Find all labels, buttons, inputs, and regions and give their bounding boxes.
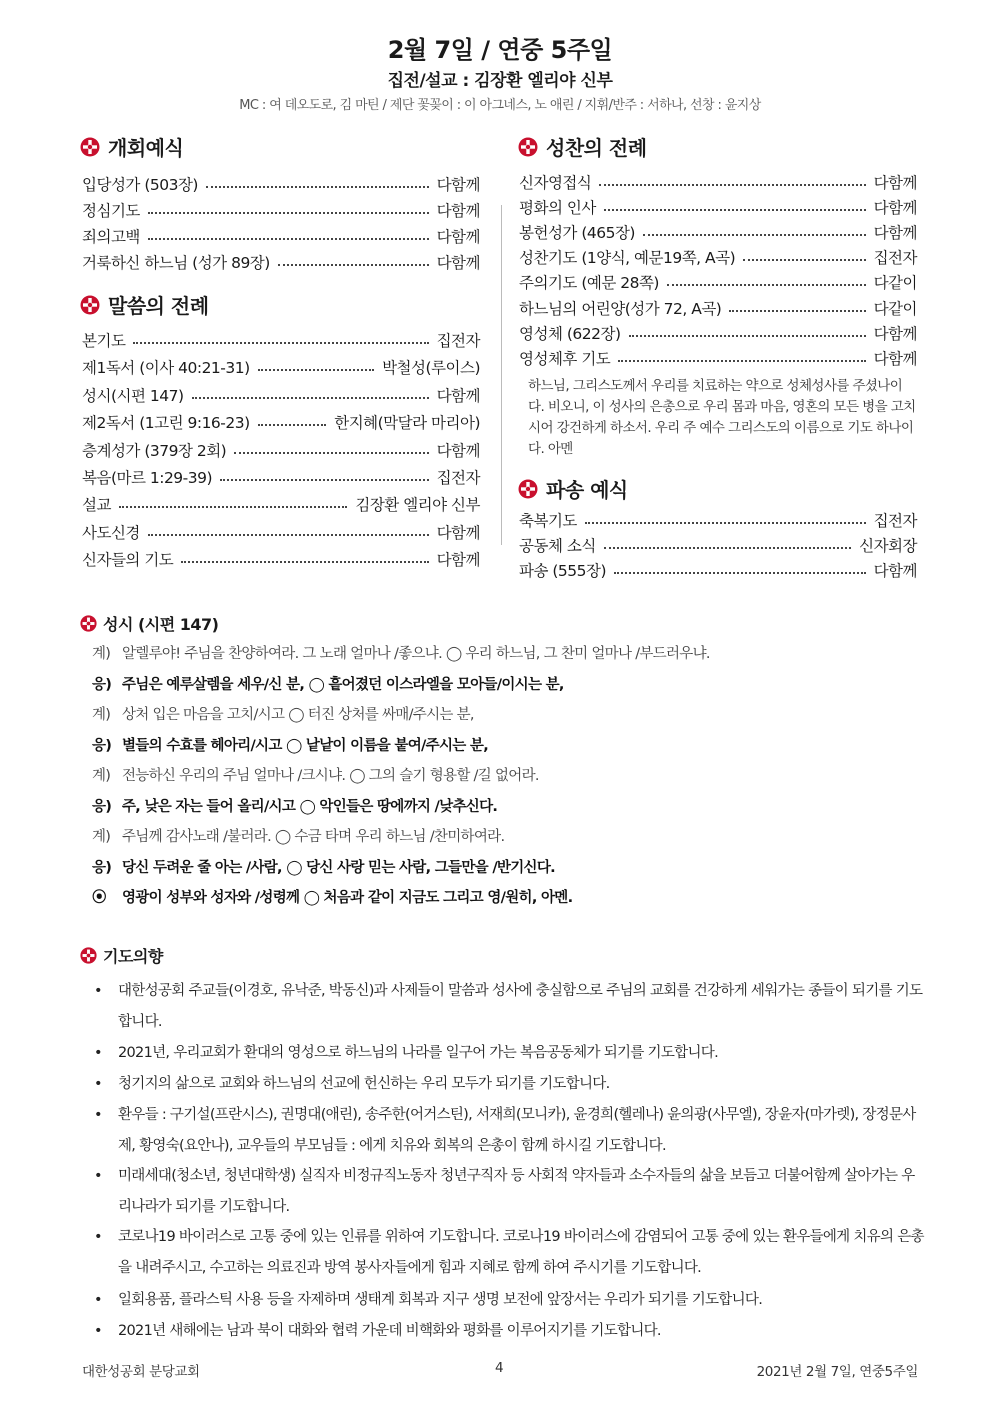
liturgy-row [82,327,480,353]
section-heading-eucharist: 성찬의 전례 [518,132,647,161]
dot-leader [643,234,866,236]
liturgy-item-role: 다함께 [436,386,480,405]
dot-leader [278,264,429,266]
psalm-speaker: 계) [92,768,111,784]
section-heading-word: 말씀의 전례 [80,290,209,319]
intention-item [94,1161,924,1223]
psalm-speaker: ⦿ [92,890,106,906]
psalm-speaker: 응) [92,798,112,815]
bullet-icon: • [94,1107,102,1123]
liturgy-row [519,507,917,533]
psalm-line [92,795,497,816]
footer-church: 대한성공회 분당교회 [82,1364,200,1380]
liturgy-item-label: 성찬기도 (1양식, 예문19쪽, A곡) [519,249,736,268]
page-title: 2월 7일 / 연중 5주일 [387,36,613,64]
dot-leader [604,547,851,549]
liturgy-item-label: 정심기도 [82,202,140,220]
dot-leader [258,424,327,426]
intention-text: 코로나19 바이러스로 고통 중에 있는 인류를 위하여 기도합니다. 코로나19 바이러스에 감염되어 고통 중에 있는 환우들에게 치유의 은총을 내려주시고, 수고하는 의료진과 방역 봉사자들에게 힘과 지혜로 함께 하여 주시기를 기도합니다. [118,1229,924,1276]
liturgy-row [519,320,917,346]
liturgy-item-label: 공동체 소식 [519,537,596,555]
liturgy-item-label: 입당성가 (503장) [82,176,198,194]
liturgy-item-role: 다같이 [873,274,917,293]
liturgy-item-role: 다함께 [436,523,480,542]
dot-leader [729,310,865,312]
column-divider [501,205,502,545]
dot-leader [234,452,428,454]
liturgy-item-role: 김장환 엘리야 신부 [355,496,480,515]
celebrant-line: 집전/설교 : 김장환 엘리야 신부 [387,71,613,91]
intention-item [94,1222,924,1284]
liturgy-item-role: 다함께 [436,228,480,246]
liturgy-item-label: 영성체 (622장) [519,324,621,343]
psalm-speaker: 응) [92,737,112,754]
cross-icon [80,137,100,157]
liturgy-item-role: 다함께 [436,176,480,194]
psalm-speaker: 계) [92,646,111,662]
cross-icon [80,615,97,632]
dot-leader [585,522,866,524]
intention-item [94,1038,924,1069]
liturgy-row [82,409,480,435]
intention-item [94,1285,924,1316]
psalm-line [92,673,564,694]
psalm-line [92,886,572,907]
dot-leader [148,534,429,536]
psalm-speaker: 계) [92,829,111,845]
cross-icon [80,947,97,964]
cross-icon [80,295,100,315]
cross-icon [518,137,538,157]
psalm-verse: 별들의 수효를 헤아리/시고 ◯ 낱낱이 이름을 붙여/주시는 분, [122,737,489,754]
liturgy-item-role: 다함께 [873,174,917,192]
liturgy-row [519,169,917,195]
psalm-verse: 주, 낮은 자는 들어 올리/시고 ◯ 악인들은 땅에까지 /낮추신다. [122,798,498,815]
dot-leader [119,506,347,508]
dot-leader [618,360,865,362]
liturgy-item-label: 거룩하신 하느님 (성가 89장) [82,254,270,272]
liturgy-item-role: 집전자 [873,512,917,530]
bullet-icon: • [94,1229,102,1245]
liturgy-row [82,437,480,463]
credits-line: MC : 여 데오도로, 김 마틴 / 제단 꽃꽂이 : 이 아그네스, 노 애린 / 지휘/반주 : 서하나, 선창 : 윤지상 [239,98,761,113]
liturgy-item-role: 다함께 [873,224,917,243]
psalm-line [92,703,474,724]
page-number: 4 [495,1360,504,1376]
intentions-heading: 기도의향 [80,944,163,967]
liturgy-item-label: 층계성가 (379장 2회) [82,441,227,460]
liturgy-item-label: 하느님의 어린양(성가 72, A곡) [519,299,722,318]
liturgy-row [519,194,917,220]
dot-leader [743,259,865,261]
dot-leader [604,209,866,211]
intention-text: 2021년, 우리교회가 환대의 영성으로 하느님의 나라를 일구어 가는 복음공동체가 되기를 기도합니다. [118,1045,718,1061]
dot-leader [148,238,429,240]
bullet-icon: • [94,1292,102,1308]
dot-leader [181,561,428,563]
dot-leader [629,335,866,337]
liturgy-item-label: 제2독서 (1고린 9:16-23) [82,414,250,433]
dot-leader [614,572,866,574]
dot-leader [220,479,429,481]
liturgy-item-role: 다함께 [873,562,917,580]
liturgy-row [519,244,917,270]
dot-leader [258,369,374,371]
bullet-icon: • [94,983,102,999]
liturgy-item-role: 집전자 [436,332,480,350]
liturgy-row [519,269,917,295]
psalm-verse: 상처 입은 마음을 고치/시고 ◯ 터진 상처를 싸매/주시는 분, [122,707,474,723]
liturgy-row [82,171,480,197]
psalm-verse: 주님께 감사노래 /불러라. ◯ 수금 타며 우리 하느님 /찬미하여라. [122,829,505,845]
liturgy-item-label: 성시(시편 147) [82,386,184,405]
liturgy-item-label: 본기도 [82,332,126,350]
bullet-icon: • [94,1076,102,1092]
dot-leader [667,284,866,286]
intention-text: 청기지의 삶으로 교회와 하느님의 선교에 헌신하는 우리 모두가 되기를 기도합니다. [118,1076,610,1092]
psalm-verse: 영광이 성부와 성자와 /성령께 ◯ 처음과 같이 지금도 그리고 영/원히, 아멘. [122,890,573,906]
dot-leader [148,212,429,214]
liturgy-item-label: 신자들의 기도 [82,551,174,570]
psalm-heading: 성시 (시편 147) [80,612,219,635]
section-heading-dismissal: 파송 예식 [518,474,628,503]
liturgy-item-role: 집전자 [436,469,480,487]
psalm-verse: 알렐루야! 주님을 찬양하여라. 그 노래 얼마나 /좋으냐. ◯ 우리 하느님, 그 찬미 얼마나 /부드러우냐. [122,646,710,662]
intention-text: 일회용품, 플라스틱 사용 등을 자제하며 생태계 회복과 지구 생명 보전에 앞장서는 우리가 되기를 기도합니다. [118,1292,763,1308]
psalm-verse: 당신 두려운 줄 아는 /사람, ◯ 당신 사랑 믿는 사람, 그들만을 /반기신다. [122,859,555,876]
liturgy-item-label: 주의기도 (예문 28쪽) [519,274,659,293]
liturgy-item-role: 다함께 [873,349,917,368]
liturgy-item-role: 다함께 [436,441,480,460]
psalm-line [92,764,539,785]
liturgy-item-label: 평화의 인사 [519,199,596,218]
liturgy-item-label: 파송 (555장) [519,562,607,580]
bullet-icon: • [94,1168,102,1184]
liturgy-row [82,519,480,545]
liturgy-row [82,249,480,275]
liturgy-item-role: 다함께 [873,199,917,218]
liturgy-row [82,464,480,490]
cross-icon [518,479,538,499]
intention-item [94,1100,924,1162]
liturgy-row [82,223,480,249]
post-communion-prayer: 하느님, 그리스도께서 우리를 치료하는 약으로 성체성사를 주셨나이다. 비오니, 이 성사의 은총으로 우리 몸과 마음, 영혼의 모든 병을 고치시어 강건하게 하소서. 우리 주 예수 그리스도의 이름으로 기도 하나이다. 아멘 [528,378,916,457]
liturgy-item-label: 죄의고백 [82,228,140,246]
footer-date: 2021년 2월 7일, 연중5주일 [756,1364,918,1380]
intention-text: 환우들 : 구기설(프란시스), 권명대(애린), 송주한(어거스틴), 서재희(모니카), 윤경희(헬레나) 윤의광(사무엘), 장윤자(마가렛), 장정문사제, 황영숙(요안나), 교우들의 부모님들 : 에게 치유와 회복의 은총이 함께 하시길 기도합니다. [118,1107,916,1154]
dot-leader [133,342,428,344]
section-heading-opening: 개회예식 [80,132,183,161]
liturgy-item-role: 다함께 [436,254,480,272]
liturgy-row [519,345,917,371]
liturgy-item-role: 다함께 [436,551,480,570]
liturgy-item-label: 제1독서 (이사 40:21-31) [82,359,250,378]
psalm-line [92,825,504,846]
psalm-speaker: 계) [92,707,111,723]
psalm-speaker: 응) [92,676,112,693]
liturgy-row [82,491,480,517]
dot-leader [206,186,429,188]
liturgy-item-role: 다같이 [873,299,917,318]
liturgy-item-label: 복음(마르 1:29-39) [82,469,213,487]
liturgy-item-role: 신자회장 [859,537,917,555]
liturgy-item-role: 다함께 [436,202,480,220]
intention-text: 미래세대(청소년, 청년대학생) 실직자 비정규직노동자 청년구직자 등 사회적 약자들과 소수자들의 삶을 보듬고 더불어함께 살아가는 우리나라가 되기를 기도합니다. [118,1168,915,1215]
liturgy-item-label: 신자영접식 [519,174,592,192]
psalm-line [92,734,488,755]
intention-item [94,1316,924,1347]
intention-item [94,1069,924,1100]
liturgy-item-role: 한지혜(막달라 마리아) [334,414,480,433]
liturgy-row [519,295,917,321]
liturgy-item-label: 설교 [82,496,111,515]
liturgy-row [82,354,480,380]
bullet-icon: • [94,1323,102,1339]
psalm-line [92,642,710,663]
psalm-verse: 전능하신 우리의 주님 얼마나 /크시냐. ◯ 그의 슬기 형용할 /길 없어라. [122,768,539,784]
liturgy-row [519,557,917,583]
psalm-speaker: 응) [92,859,112,876]
liturgy-item-role: 박철성(루이스) [382,359,480,378]
liturgy-item-label: 영성체후 기도 [519,349,611,368]
intention-item [94,976,924,1038]
liturgy-item-role: 다함께 [873,324,917,343]
intention-text: 2021년 새해에는 남과 북이 대화와 협력 가운데 비핵화와 평화를 이루어지기를 기도합니다. [118,1323,661,1339]
intention-text: 대한성공회 주교들(이경호, 유낙준, 박동신)과 사제들이 말씀과 성사에 충실함으로 주님의 교회를 건강하게 세워가는 종들이 되기를 기도합니다. [118,983,923,1030]
liturgy-row [519,219,917,245]
liturgy-row [519,532,917,558]
dot-leader [192,397,429,399]
liturgy-item-label: 봉헌성가 (465장) [519,224,635,243]
liturgy-item-role: 집전자 [873,249,917,268]
liturgy-item-label: 축복기도 [519,512,577,530]
dot-leader [599,184,865,186]
liturgy-row [82,546,480,572]
liturgy-row [82,197,480,223]
bullet-icon: • [94,1045,102,1061]
liturgy-row [82,382,480,408]
liturgy-item-label: 사도신경 [82,523,140,542]
psalm-verse: 주님은 예루살렘을 세우/신 분, ◯ 흩어졌던 이스라엘을 모아들/이시는 분, [122,676,564,693]
psalm-line [92,856,555,877]
